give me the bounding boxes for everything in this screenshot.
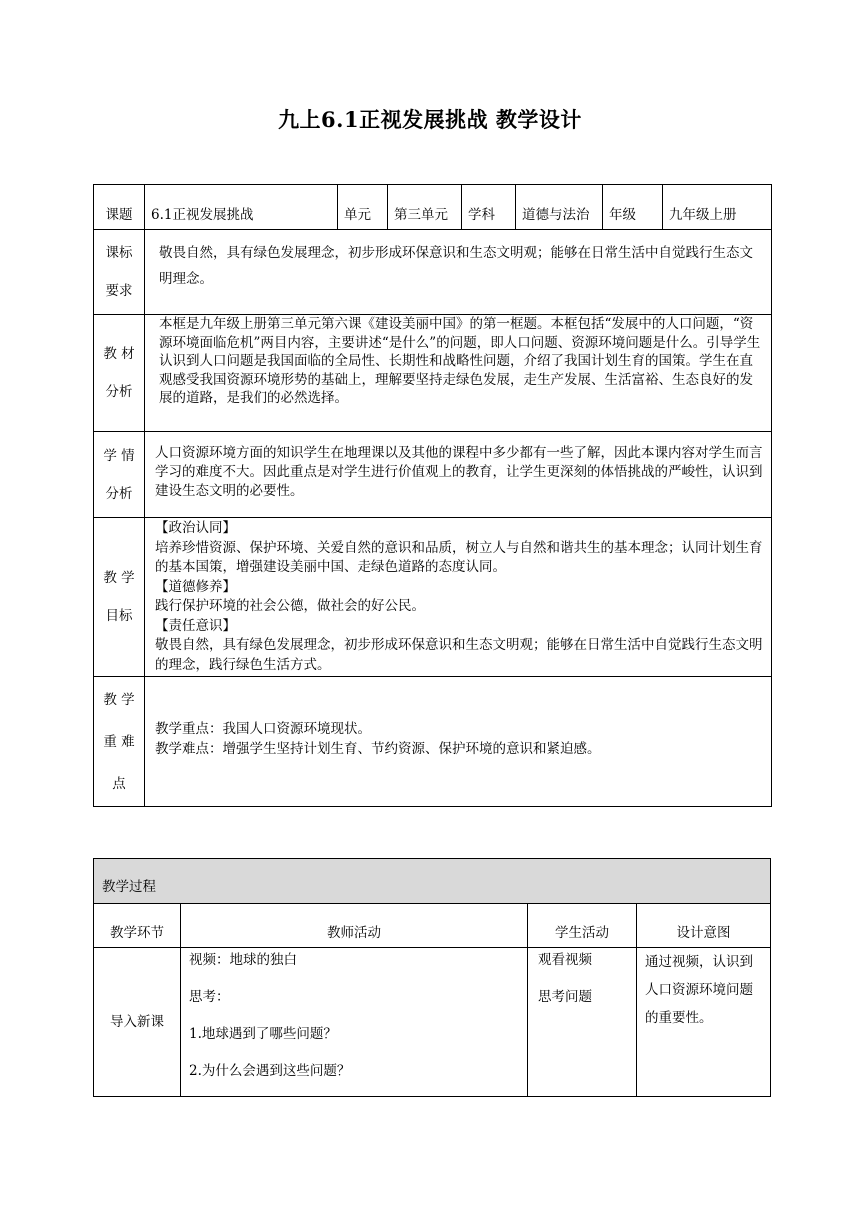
objective-text-moral: 践行保护环境的社会公德，做社会的好公民。 xyxy=(155,598,425,614)
design-info-table xyxy=(93,184,772,807)
keypoints-label-line1: 教 学 xyxy=(103,691,135,708)
unit-label: 单元 xyxy=(338,185,388,230)
page-title: 九上6.1正视发展挑战 教学设计 xyxy=(278,107,582,132)
material-text: 本框是九年级上册第三单元第六课《建设美丽中国》的第一框题。本框包括“发展中的人口问题，“资源环境面临危机”两目内容，主要讲述“是什么”的问题，即人口问题、资源环境问题是什么。引导学生认识到人口问题是我国面临的全局性、长期性和战略性问题，介绍了我国计划生育的国策。学生在直观感受我国资源环境形势的基础上，理解要坚持走绿色发展，走生产发展、生活富裕、生态良好的发展的道路，是我们的必然选择。 xyxy=(145,315,772,432)
standard-label-line2: 要求 xyxy=(105,283,133,299)
keypoints-label xyxy=(94,677,145,807)
objective-text-political: 培养珍惜资源、保护环境、关爱自然的意识和品质，树立人与自然和谐共生的基本理念；认同计划生育的基本国策，增强建设美丽中国、走绿色道路的态度认同。 xyxy=(155,539,763,575)
learner-label xyxy=(94,432,145,518)
objectives-label-line1: 教 学 xyxy=(103,570,135,586)
process-header: 教学过程 xyxy=(94,859,771,904)
key-point: 教学重点：我国人口资源环境现状。 xyxy=(155,720,371,737)
teacher-activity xyxy=(181,948,528,1097)
keypoints-row xyxy=(94,677,772,807)
standard-label-line1: 课标 xyxy=(105,245,133,261)
objective-heading-responsibility: 【责任意识】 xyxy=(155,617,236,634)
material-label xyxy=(94,315,145,432)
course-value: 6.1正视发展挑战 xyxy=(145,185,338,230)
objectives-row xyxy=(94,518,772,677)
subject-label: 学科 xyxy=(462,185,516,230)
material-label-line2: 分析 xyxy=(105,384,133,400)
student-activity xyxy=(528,948,637,1097)
grade-label: 年级 xyxy=(603,185,663,230)
column-student: 学生活动 xyxy=(528,904,637,948)
grade-value: 九年级上册 xyxy=(663,185,772,230)
material-row xyxy=(94,315,772,432)
design-intent: 通过视频，认识到人口资源环境问题的重要性。 xyxy=(637,948,771,1097)
process-row-intro xyxy=(94,948,771,1097)
unit-value: 第三单元 xyxy=(388,185,462,230)
stage-intro: 导入新课 xyxy=(94,948,181,1097)
keypoints-label-line3: 点 xyxy=(112,775,126,792)
objective-text-responsibility: 敬畏自然，具有绿色发展理念，初步形成环保意识和生态文明观；能够在日常生活中自觉践行生态文明的理念，践行绿色生活方式。 xyxy=(155,637,763,673)
process-table xyxy=(93,858,771,1097)
keypoints-label-line2: 重 难 xyxy=(103,733,135,750)
process-columns-row xyxy=(94,904,771,948)
course-info-row xyxy=(94,185,772,230)
objective-heading-political: 【政治认同】 xyxy=(155,520,236,536)
learner-text: 人口资源环境方面的知识学生在地理课以及其他的课程中多少都有一些了解，因此本课内容对学生而言学习的难度不大。因此重点是对学生进行价值观上的教育，让学生更深刻的体悟挑战的严峻性，认识到建设生态文明的必要性。 xyxy=(145,432,772,518)
student-item-watch: 观看视频 xyxy=(538,952,592,968)
objective-heading-moral: 【道德修养】 xyxy=(155,578,236,595)
course-label: 课题 xyxy=(94,185,145,230)
process-header-row xyxy=(94,859,771,904)
column-teacher: 教师活动 xyxy=(181,904,528,948)
learner-label-line2: 分析 xyxy=(105,485,133,502)
keypoints-content xyxy=(145,677,772,807)
standard-text: 敬畏自然，具有绿色发展理念，初步形成环保意识和生态文明观；能够在日常生活中自觉践行生态文明理念。 xyxy=(145,230,772,315)
objectives-label-line2: 目标 xyxy=(105,608,133,624)
teacher-item-think: 思考： xyxy=(189,989,230,1005)
teacher-item-question1: 1.地球遇到了哪些问题？ xyxy=(189,1026,337,1042)
student-item-think: 思考问题 xyxy=(538,989,592,1005)
objectives-label xyxy=(94,518,145,677)
teacher-item-question2: 2.为什么会遇到这些问题？ xyxy=(189,1063,351,1079)
learner-row xyxy=(94,432,772,518)
subject-value: 道德与法治 xyxy=(516,185,603,230)
column-intent: 设计意图 xyxy=(637,904,771,948)
standard-label xyxy=(94,230,145,315)
column-stage: 教学环节 xyxy=(94,904,181,948)
material-label-line1: 教 材 xyxy=(103,346,135,362)
difficult-point: 教学难点：增强学生坚持计划生育、节约资源、保护环境的意识和紧迫感。 xyxy=(155,740,601,757)
learner-label-line1: 学 情 xyxy=(103,447,135,464)
objectives-content xyxy=(145,518,772,677)
standard-row xyxy=(94,230,772,315)
teacher-item-video: 视频：地球的独白 xyxy=(189,952,297,968)
